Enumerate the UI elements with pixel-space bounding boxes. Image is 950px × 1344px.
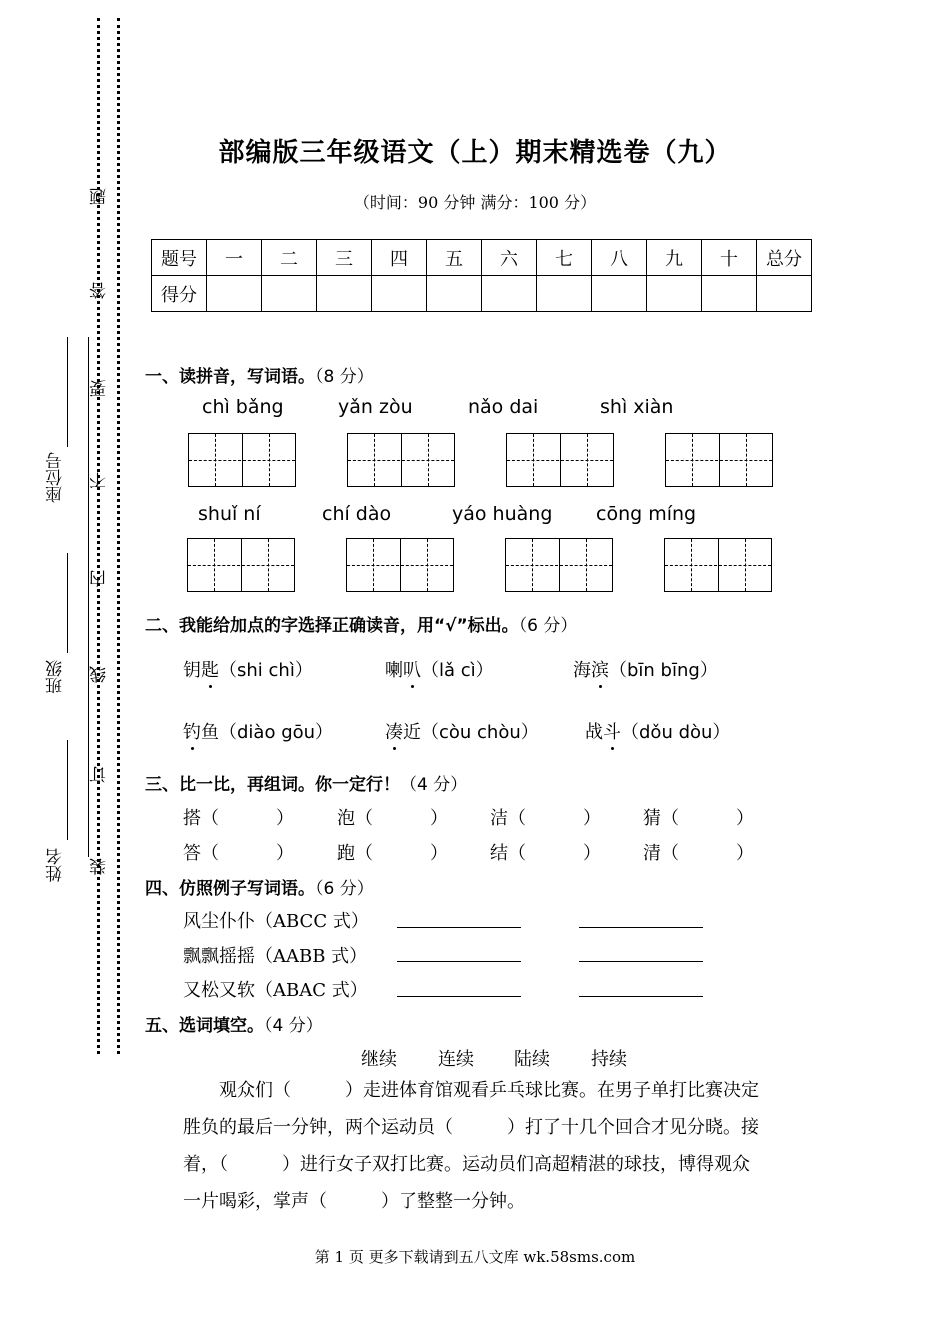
paren-open: （ (355, 843, 373, 864)
score-header-cell: 九 (647, 240, 702, 276)
score-cell[interactable] (482, 276, 537, 312)
paragraph-line: 着，（ ）进行女子双打比赛。运动员们高超精湛的球技，博得观众 (183, 1154, 750, 1175)
paren-open: （ (355, 808, 373, 829)
pinyin-label: cōng míng (596, 503, 697, 525)
compare-char: 搭 (183, 808, 201, 829)
paren-close: ） (736, 808, 754, 829)
margin-label-ding: 订 (90, 766, 110, 783)
pinyin-options: （bīn bīng） (609, 660, 718, 681)
example-word: 飘飘摇摇（AABB 式） (183, 946, 368, 967)
writing-grid[interactable] (506, 433, 614, 487)
section-4-points: （6 分） (315, 879, 374, 899)
paren-close: ） (583, 843, 601, 864)
answer-blank[interactable] (397, 927, 521, 928)
section-3-heading (145, 770, 467, 795)
compare-char: 泡 (337, 808, 355, 829)
char: 钥 (183, 660, 201, 681)
dotted-char: 匙 (201, 656, 219, 682)
paren-open: （ (661, 843, 679, 864)
score-header-cell: 二 (262, 240, 317, 276)
section-1-points: （8 分） (315, 367, 374, 387)
char: 近 (403, 722, 421, 743)
paren-open: （ (508, 843, 526, 864)
score-cell[interactable] (262, 276, 317, 312)
reading-choice-item[interactable] (573, 656, 718, 682)
paragraph-line: 一片喝彩，掌声（ ）了整整一分钟。 (183, 1191, 525, 1212)
pinyin-label: yáo huàng (452, 503, 553, 525)
pinyin-label: yǎn zòu (338, 396, 413, 418)
pinyin-label: chí dào (322, 503, 392, 525)
paren-open: （ (201, 843, 219, 864)
paren-open: （ (508, 808, 526, 829)
word-choice: 陆续 (514, 1049, 550, 1070)
dotted-char: 钓 (183, 718, 201, 744)
margin-label-xian: 线 (90, 666, 110, 683)
margin-label-nei: 内 (90, 570, 110, 587)
answer-blank[interactable] (397, 961, 521, 962)
section-5-points: （4 分） (264, 1016, 323, 1036)
score-header-cell: 题号 (152, 240, 207, 276)
margin-label-da: 答 (90, 282, 110, 299)
score-cell[interactable] (372, 276, 427, 312)
pinyin-label: nǎo dai (468, 396, 539, 418)
compare-char: 答 (183, 843, 201, 864)
word-choice: 继续 (361, 1049, 397, 1070)
margin-blank-class (67, 553, 68, 653)
pinyin-options: （lǎ cì） (421, 660, 494, 681)
answer-blank[interactable] (579, 927, 703, 928)
score-header-cell: 七 (537, 240, 592, 276)
section-4-title: 四、仿照例子写词语。 (145, 879, 315, 899)
pinyin-options: （còu chòu） (421, 722, 539, 743)
score-header-cell: 五 (427, 240, 482, 276)
section-3-title: 三、比一比，再组词。你一定行！ (145, 775, 400, 795)
reading-choice-item[interactable] (183, 718, 333, 744)
reading-choice-item[interactable] (585, 718, 730, 744)
compare-char: 洁 (490, 808, 508, 829)
margin-blank-seat (67, 337, 68, 447)
pinyin-options: （shi chì） (219, 660, 313, 681)
compare-char: 猜 (643, 808, 661, 829)
compare-char: 跑 (337, 843, 355, 864)
paren-close: ） (276, 808, 294, 829)
score-header-cell: 一 (207, 240, 262, 276)
compare-char: 结 (490, 843, 508, 864)
score-cell[interactable] (537, 276, 592, 312)
section-1-heading (145, 362, 374, 387)
example-word: 风尘仆仆（ABCC 式） (183, 911, 369, 932)
dotted-char: 斗 (603, 718, 621, 744)
score-cell[interactable] (592, 276, 647, 312)
word-choice: 持续 (591, 1049, 627, 1070)
pinyin-label: shì xiàn (600, 396, 674, 418)
score-header-cell: 总分 (757, 240, 812, 276)
score-header-cell: 十 (702, 240, 757, 276)
score-header-cell: 三 (317, 240, 372, 276)
score-header-cell: 四 (372, 240, 427, 276)
score-header-cell: 八 (592, 240, 647, 276)
margin-blank-name (67, 740, 68, 840)
binding-dotted-line-left (97, 18, 100, 1054)
margin-label-name: 姓名 (46, 848, 66, 882)
writing-grid[interactable] (188, 433, 296, 487)
writing-grid[interactable] (505, 538, 613, 592)
dotted-char: 凑 (385, 718, 403, 744)
section-2-points: （6 分） (518, 616, 578, 636)
score-cell[interactable] (207, 276, 262, 312)
compare-char: 清 (643, 843, 661, 864)
writing-grid[interactable] (346, 538, 454, 592)
reading-choice-item[interactable] (183, 656, 313, 682)
page-footer: 第 1 页 更多下载请到五八文库 wk.58sms.com (314, 1248, 636, 1266)
paren-close: ） (583, 808, 601, 829)
score-cell[interactable] (702, 276, 757, 312)
score-row-label: 得分 (152, 276, 207, 312)
answer-blank[interactable] (579, 996, 703, 997)
dotted-char: 滨 (591, 656, 609, 682)
answer-blank[interactable] (397, 996, 521, 997)
dotted-char: 叭 (403, 656, 421, 682)
fill-in-paragraph (183, 1072, 808, 1220)
section-5-title: 五、选词填空。 (145, 1016, 264, 1036)
answer-blank[interactable] (579, 961, 703, 962)
char: 战 (585, 722, 603, 743)
paragraph-line: 胜负的最后一分钟，两个运动员（ ）打了十几个回合才见分晓。接 (183, 1117, 759, 1138)
paren-close: ） (430, 808, 448, 829)
score-cell[interactable] (757, 276, 812, 312)
margin-label-zhuang: 装 (90, 858, 110, 875)
writing-grid[interactable] (664, 538, 772, 592)
score-table-header-row (152, 240, 812, 276)
pinyin-label: chì bǎng (202, 396, 284, 418)
section-3-points: （4 分） (400, 775, 468, 795)
char: 海 (573, 660, 591, 681)
margin-label-bu: 不 (90, 472, 110, 489)
score-cell[interactable] (647, 276, 702, 312)
score-cell[interactable] (317, 276, 372, 312)
margin-label-class: 班级 (46, 660, 66, 694)
margin-rule (88, 337, 89, 857)
example-word: 又松又软（ABAC 式） (183, 980, 368, 1001)
page-subtitle: （时间：90 分钟 满分：100 分） (353, 193, 597, 212)
pinyin-label: shuǐ ní (198, 503, 261, 525)
binding-dotted-line-right (117, 18, 120, 1054)
pinyin-options: （diào gōu） (219, 722, 334, 743)
word-choice: 连续 (438, 1049, 474, 1070)
reading-choice-item[interactable] (385, 718, 539, 744)
margin-label-yao: 要 (90, 380, 110, 397)
section-4-heading (145, 874, 374, 899)
section-2-title: 二、我能给加点的字选择正确读音，用“√”标出。 (145, 616, 519, 636)
margin-label-ti: 题 (90, 188, 110, 205)
paren-close: ） (276, 843, 294, 864)
paragraph-line: 观众们（ ）走进体育馆观看乒乓球比赛。在男子单打比赛决定 (183, 1080, 759, 1101)
writing-grid[interactable] (187, 538, 295, 592)
pinyin-options: （dǒu dòu） (621, 722, 731, 743)
writing-grid[interactable] (665, 433, 773, 487)
margin-label-seat: 座位号 (46, 452, 66, 503)
section-1-title: 一、读拼音，写词语。 (145, 367, 315, 387)
char: 鱼 (201, 722, 219, 743)
reading-choice-item[interactable] (385, 656, 494, 682)
paren-open: （ (661, 808, 679, 829)
paren-open: （ (201, 808, 219, 829)
section-2-heading (145, 611, 577, 636)
writing-grid[interactable] (347, 433, 455, 487)
paren-close: ） (430, 843, 448, 864)
char: 喇 (385, 660, 403, 681)
section-5-heading (145, 1011, 323, 1036)
score-table-score-row (152, 276, 812, 312)
score-table (151, 239, 812, 312)
paren-close: ） (736, 843, 754, 864)
page-title: 部编版三年级语文（上）期末精选卷（九） (218, 138, 732, 168)
score-header-cell: 六 (482, 240, 537, 276)
score-cell[interactable] (427, 276, 482, 312)
